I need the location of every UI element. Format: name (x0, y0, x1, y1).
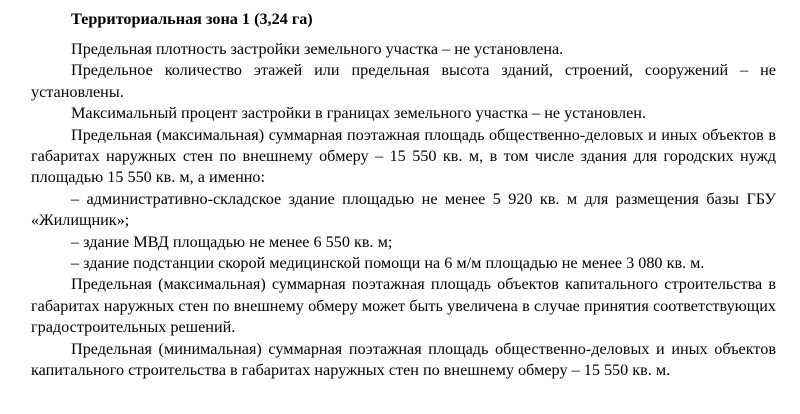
list-item-mvd: – здание МВД площадью не менее 6 550 кв. м; (71, 232, 393, 251)
height-paragraph: Предельное количество этажей или предельная высота зданий, строений, сооружений – не установлены. (31, 61, 776, 101)
increase-paragraph: Предельная (максимальная) суммарная поэтажная площадь объектов капитального строительства в габаритах наружных стен по внешнему обмеру может быть увеличена в случае принятия соответствующих градостроительных решений. (31, 275, 776, 337)
min-area-paragraph: Предельная (минимальная) суммарная поэтажная площадь общественно-деловых и иных объектов капитального строительства в габаритах наружных стен по внешнему обмеру – 15 550 кв. м. (31, 339, 776, 380)
list-item-warehouse: – административно-складское здание площадью не менее 5 920 кв. м для размещения базы ГБУ «Жилищник»; (31, 189, 776, 230)
list-item-ambulance: – здание подстанции скорой медицинской помощи на 6 м/м площадью не менее 3 080 кв. м. (71, 254, 705, 273)
max-area-paragraph: Предельная (максимальная) суммарная поэтажная площадь общественно-деловых и иных объектов в габаритах наружных стен по внешнему обмеру – 15 550 кв. м, в том числе здания для городских нужд площадью 15 550 кв. м, а именно: (31, 125, 776, 187)
zone-heading: Территориальная зона 1 (3,24 га) (71, 10, 313, 28)
density-paragraph: Предельная плотность застройки земельного участка – не установлена. (71, 40, 564, 58)
coverage-paragraph: Максимальный процент застройки в границах земельного участка – не установлен. (71, 104, 646, 123)
